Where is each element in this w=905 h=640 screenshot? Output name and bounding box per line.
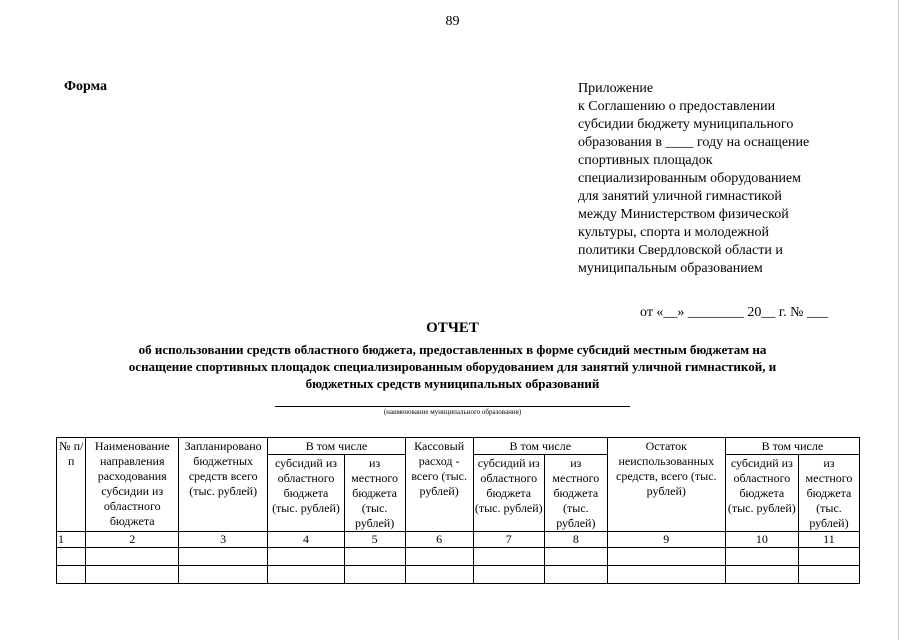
table-row	[57, 566, 860, 584]
table-cell	[57, 548, 86, 566]
header-including-planned: В том числе	[268, 438, 405, 455]
table-cell	[473, 548, 544, 566]
appendix-line: Приложение	[578, 81, 654, 96]
form-label: Форма	[64, 79, 108, 94]
table-cell	[57, 566, 86, 584]
column-number: 5	[344, 532, 405, 548]
table-cell	[725, 566, 798, 584]
table-cell	[798, 566, 859, 584]
header-remainder-regional: субсидий из областного бюджета (тыс. рублей)	[725, 455, 798, 532]
table-cell	[268, 548, 344, 566]
appendix-line: специализированным оборудованием	[578, 171, 802, 186]
table-cell	[798, 548, 859, 566]
header-remainder: Остаток неиспользованных средств, всего (тыс. рублей)	[607, 438, 725, 532]
table-cell	[268, 566, 344, 584]
municipality-fill-line	[275, 406, 630, 407]
column-number: 11	[798, 532, 859, 548]
header-cash-regional: субсидий из областного бюджета (тыс. рублей)	[473, 455, 544, 532]
header-including-remainder: В том числе	[725, 438, 859, 455]
date-number-line: от «__» ________ 20__ г. № ___	[640, 305, 828, 320]
appendix-line: между Министерством физической	[578, 207, 789, 222]
column-number: 7	[473, 532, 544, 548]
appendix-line: спортивных площадок	[578, 153, 713, 168]
table-cell	[86, 566, 178, 584]
report-title: ОТЧЕТ	[426, 320, 479, 336]
column-number: 6	[405, 532, 473, 548]
appendix-line: для занятий уличной гимнастикой	[578, 189, 782, 204]
column-number: 1	[57, 532, 86, 548]
column-number: 9	[607, 532, 725, 548]
appendix-line: культуры, спорта и молодежной	[578, 225, 769, 240]
table-cell	[473, 566, 544, 584]
appendix-line: муниципальным образованием	[578, 261, 763, 276]
header-planned: Запланировано бюджетных средств всего (тыс. рублей)	[178, 438, 267, 532]
header-cash-expense: Кассовый расход - всего (тыс. рублей)	[405, 438, 473, 532]
table-cell	[405, 548, 473, 566]
header-including-cash: В том числе	[473, 438, 607, 455]
municipality-caption: (наименование муниципального образования)	[383, 408, 522, 416]
table-row	[57, 548, 860, 566]
table-cell	[344, 566, 405, 584]
page-number: 89	[445, 14, 460, 29]
table-cell	[725, 548, 798, 566]
table-cell	[544, 566, 607, 584]
subtitle-line: оснащение спортивных площадок специализированным оборудованием для занятий уличной гимнастикой, и	[128, 359, 777, 374]
column-number: 8	[544, 532, 607, 548]
report-subtitle	[60, 341, 845, 392]
appendix-line: политики Свердловской области и	[578, 243, 783, 258]
column-number: 10	[725, 532, 798, 548]
appendix-line: к Соглашению о предоставлении	[578, 99, 776, 114]
table-cell	[607, 548, 725, 566]
subtitle-line: об использовании средств областного бюджета, предоставленных в форме субсидий местным бюджетам на	[138, 342, 767, 357]
table-cell	[544, 548, 607, 566]
header-direction: Наименование направления расходования субсидии из областного бюджета	[86, 438, 178, 532]
header-num: № п/п	[57, 438, 86, 532]
column-number-row	[57, 532, 860, 548]
header-planned-regional: субсидий из областного бюджета (тыс. рублей)	[268, 455, 344, 532]
column-number: 3	[178, 532, 267, 548]
appendix-line: субсидии бюджету муниципального	[578, 117, 794, 132]
table-cell	[607, 566, 725, 584]
subtitle-line: бюджетных средств муниципальных образований	[305, 376, 600, 391]
report-table	[56, 437, 860, 584]
table-cell	[86, 548, 178, 566]
table-cell	[178, 548, 267, 566]
column-number: 2	[86, 532, 178, 548]
appendix-block	[578, 80, 848, 278]
header-planned-local: из местного бюджета (тыс. рублей)	[344, 455, 405, 532]
table-cell	[405, 566, 473, 584]
column-number: 4	[268, 532, 344, 548]
table-cell	[344, 548, 405, 566]
appendix-line: образования в ____ году на оснащение	[578, 135, 810, 150]
table-cell	[178, 566, 267, 584]
header-cash-local: из местного бюджета (тыс. рублей)	[544, 455, 607, 532]
header-remainder-local: из местного бюджета (тыс. рублей)	[798, 455, 859, 532]
